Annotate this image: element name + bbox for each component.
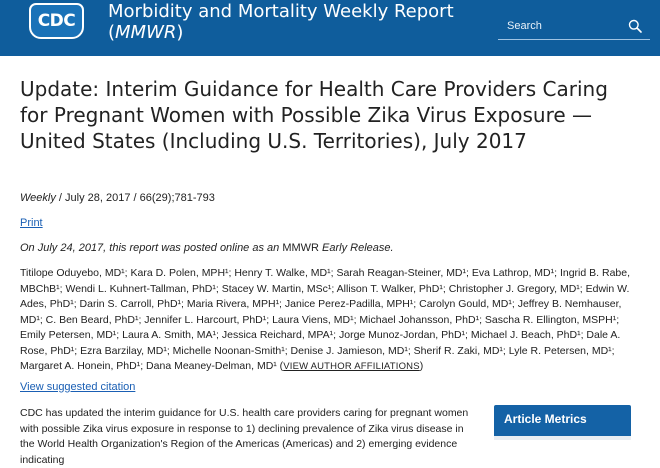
print-link[interactable]: Print — [20, 217, 43, 229]
article-metrics-panel[interactable] — [494, 405, 631, 440]
article-meta — [20, 192, 215, 204]
early-release-label: Early Release. — [322, 242, 394, 254]
meta-date-volume: / July 28, 2017 / 66(29);781-793 — [55, 192, 215, 204]
site-header — [0, 0, 660, 56]
view-affiliations-link[interactable]: VIEW AUTHOR AFFILIATIONS — [283, 361, 420, 372]
early-release-note — [20, 242, 394, 254]
search-icon[interactable] — [628, 19, 642, 33]
cdc-logo[interactable] — [29, 3, 84, 39]
subtitle-close-paren: ) — [176, 22, 184, 43]
authors-text: Titilope Oduyebo, MD¹; Kara D. Polen, MPH¹; Henry T. Walke, MD¹; Sarah Reagan-Steiner, MD¹; Eva Lathrop, MD¹; Ingrid B. Rabe, MBChB¹; Wendi L. Kuhnert-Tallman, PhD¹; Stacey W. Martin, MSc¹; Allison T. Walker, PhD¹; Christopher J. Gregory, MD¹; Edwin W. Ades, PhD¹; Darin S. Carroll, PhD¹; Maria Rivera, MPH¹; Janice Perez-Padilla, MPH¹; Carolyn Gould, MD¹; Jeffrey B. Nemhauser, MD¹; C. Ben Beard, PhD¹; Jennifer L. Harcourt, PhD¹; Laura Viens, MD¹; Michael Johansson, PhD¹; Sascha R. Ellington, MSPH¹; Emily Petersen, MD¹; Laura A. Smith, MA¹; Jessica Reichard, MPA¹; Jorge Munoz-Jordan, PhD¹; Michael J. Beach, PhD¹; Dale A. Rose, PhD¹; Ezra Barzilay, MD¹; Michelle Noonan-Smith¹; Denise J. Jamieson, MD¹; Sherif R. Zaki, MD¹; Lyle R. Petersen, MD¹; Margaret A. Honein, PhD¹; Dana Meaney-Delman, MD¹ ( — [20, 267, 631, 372]
suggested-citation-link[interactable]: View suggested citation — [20, 381, 136, 393]
metrics-title: Article Metrics — [504, 412, 587, 426]
early-release-mmwr: MMWR — [282, 242, 323, 254]
early-release-text: On July 24, 2017, this report was posted online as an — [20, 242, 283, 254]
meta-publication: Weekly — [20, 192, 56, 204]
metrics-body — [494, 436, 631, 440]
search-input[interactable] — [498, 20, 618, 32]
subtitle-open-paren: ( — [108, 22, 116, 43]
article-title: Update: Interim Guidance for Health Care Providers Caring for Pregnant Women with Possible Zika Virus Exposure — United States (Including U.S. Territories), July 2017 — [20, 77, 608, 153]
subtitle-abbr: MMWR — [115, 22, 177, 43]
search-box[interactable] — [498, 13, 650, 40]
logo-text: CDC — [37, 11, 76, 31]
author-list — [20, 266, 645, 375]
site-title[interactable]: Morbidity and Mortality Weekly Report — [108, 1, 454, 22]
article-body: CDC has updated the interim guidance for U.S. health care providers caring for pregnant women with possible Zika virus exposure in response to 1) declining prevalence of Zika virus disease in the World Health Organization's Region of the Americas (Americas) and 2) emerging evidence indicating — [20, 407, 469, 466]
site-subtitle[interactable] — [108, 22, 183, 43]
authors-close: ) — [419, 360, 424, 372]
